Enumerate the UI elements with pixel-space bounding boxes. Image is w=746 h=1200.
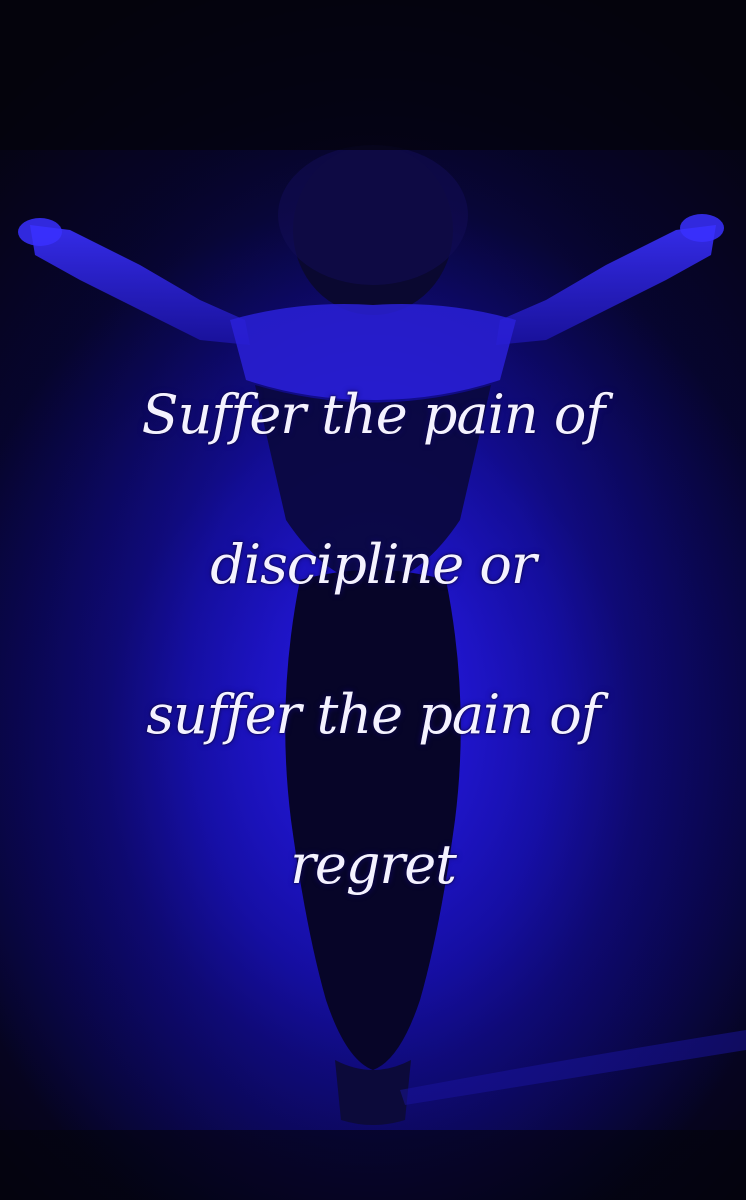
quote-line-3: suffer the pain of [146, 683, 600, 746]
quote-line-4: regret [290, 833, 456, 896]
left-hand [18, 218, 62, 246]
hair [278, 145, 468, 285]
quote-text [40, 340, 706, 940]
quote-line-2: discipline or [210, 533, 536, 596]
bottom-vignette [0, 1130, 746, 1200]
right-hand [680, 214, 724, 242]
quote-line-1: Suffer the pain of [141, 383, 605, 446]
top-vignette [0, 0, 746, 150]
